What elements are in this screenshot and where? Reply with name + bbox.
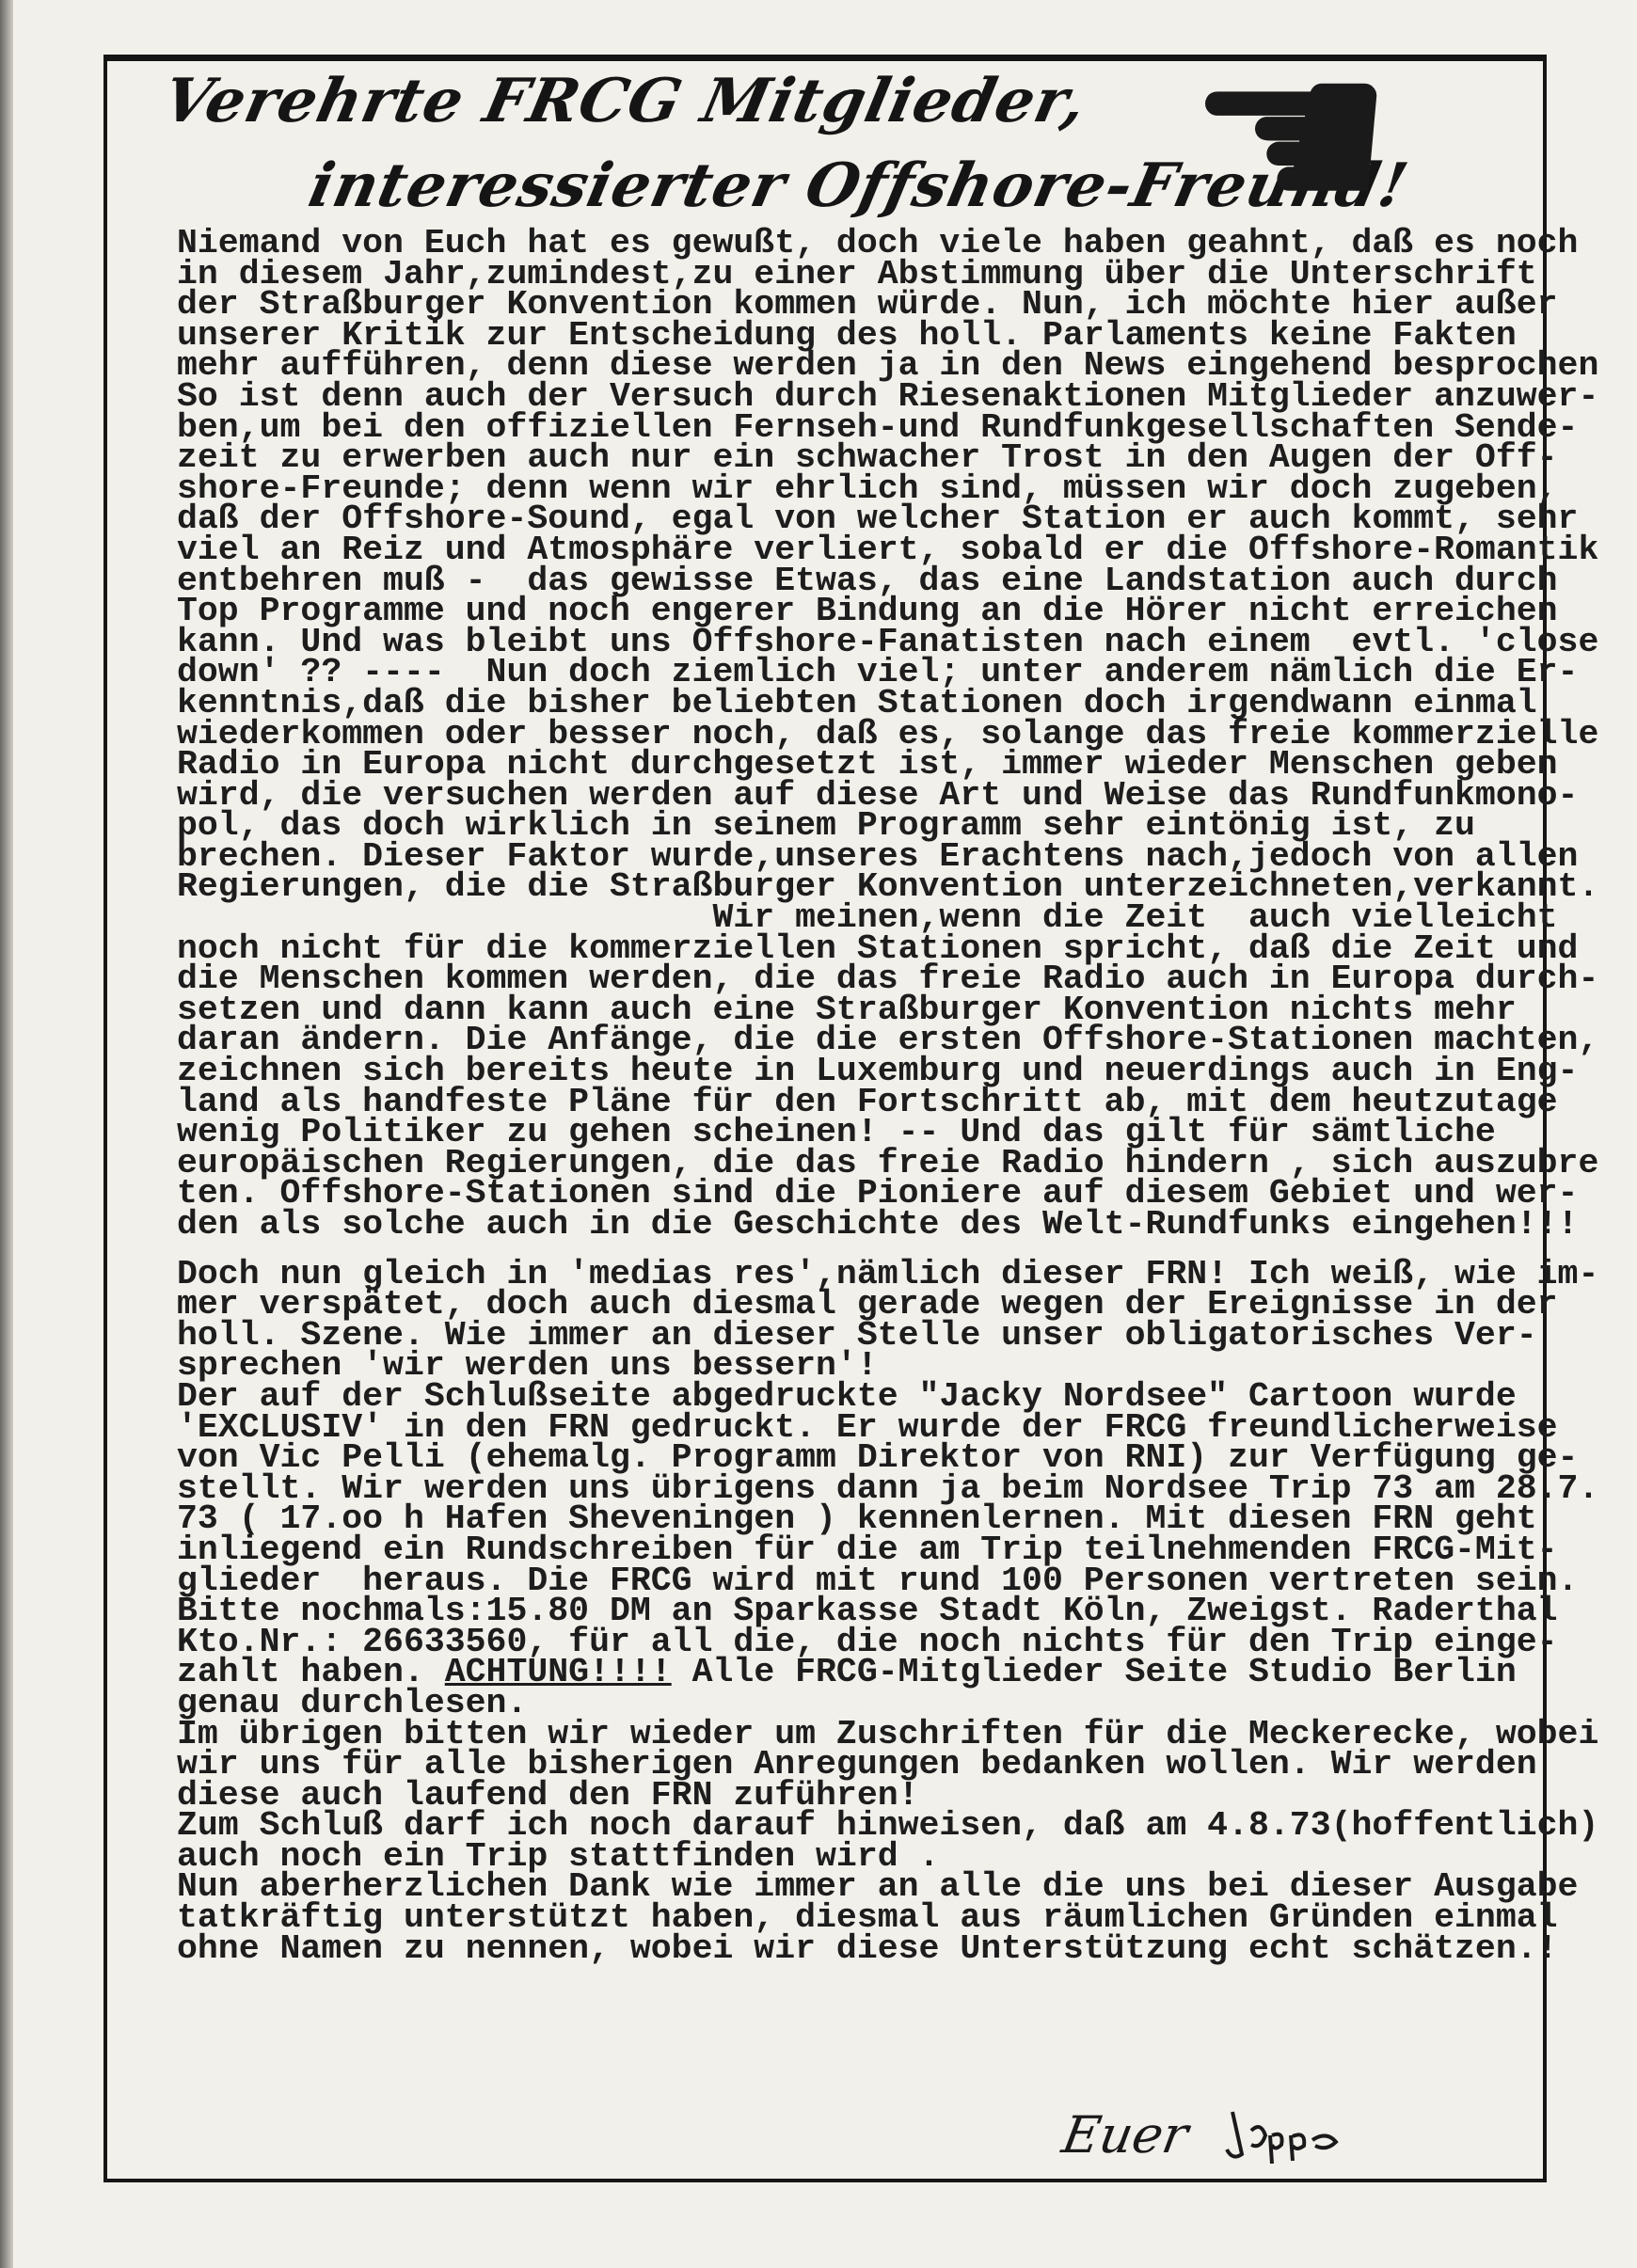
text-line: glieder heraus. Die FRCG wird mit rund 100 Personen vertreten sein. — [177, 1561, 1579, 1600]
text-line: brechen. Dieser Faktor wurde,unseres Erachtens nach,jedoch von allen — [177, 836, 1579, 876]
text-line: zeichnen sich bereits heute in Luxemburg und neuerdings auch in Eng- — [177, 1052, 1579, 1091]
achtung-underlined: ACHTUNG!!!! — [444, 1653, 672, 1692]
text-line: europäischen Regierungen, die das freie Radio hindern , sich auszubre — [177, 1143, 1599, 1182]
text-line: down' ?? ---- Nun doch ziemlich viel; unter anderem nämlich die Er- — [177, 653, 1579, 692]
text-line: inliegend ein Rundschreiben für die am Trip teilnehmenden FRCG-Mit- — [177, 1530, 1558, 1569]
text-line: daran ändern. Die Anfänge, die die ersten Offshore-Stationen machten, — [177, 1021, 1599, 1060]
greeting-line-1: Verehrte FRCG Mitglieder, — [157, 66, 1093, 136]
pointing-hand-icon: ☚ — [1185, 0, 1397, 273]
text-line: sprechen 'wir werden uns bessern'! — [177, 1346, 878, 1386]
text-line: wenig Politiker zu gehen scheinen! -- Und das gilt für sämtliche — [177, 1113, 1496, 1152]
text-line: ten. Offshore-Stationen sind die Pioniere auf diesem Gebiet und wer- — [177, 1174, 1579, 1213]
text-line: kann. Und was bleibt uns Offshore-Fanatisten nach einem evtl. 'close — [177, 622, 1599, 661]
closing-paragraphs — [177, 1683, 1599, 1968]
text-line: Der auf der Schlußseite abgedruckte "Jacky Nordsee" Cartoon wurde — [177, 1376, 1517, 1416]
text-line: der Straßburger Konvention kommen würde. Nun, ich möchte hier außer — [177, 285, 1558, 325]
letter-body — [177, 224, 1599, 1968]
text-line: Nun aberherzlichen Dank wie immer an alle die uns bei dieser Ausgabe — [177, 1867, 1579, 1907]
text-line: Top Programme und noch engerer Bindung an die Hörer nicht erreichen — [177, 592, 1558, 631]
achtung-prefix: zahlt haben. — [177, 1653, 445, 1692]
greeting-line-2: interessierter Offshore-Freund! — [303, 151, 1415, 221]
text-line: die Menschen kommen werden, die das freie Radio auch in Europa durch- — [177, 960, 1599, 999]
text-line: land als handfeste Pläne für den Fortschritt ab, mit dem heutzutage — [177, 1082, 1558, 1121]
text-line: Zum Schluß darf ich noch darauf hinweisen, daß am 4.8.73(hoffentlich) — [177, 1806, 1599, 1846]
text-line: zeit zu erwerben auch nur ein schwacher Trost in den Augen der Off- — [177, 438, 1558, 478]
text-line: den als solche auch in die Geschichte des Welt-Rundfunks eingehen!!! — [177, 1205, 1579, 1244]
text-line: wiederkommen oder besser noch, daß es, solange das freie kommerzielle — [177, 714, 1599, 753]
text-line: in diesem Jahr,zumindest,zu einer Abstimmung über die Unterschrift — [177, 254, 1537, 293]
text-line: genau durchlesen. — [177, 1683, 528, 1722]
text-line: diese auch laufend den FRN zuführen! — [177, 1775, 919, 1815]
text-line: holl. Szene. Wie immer an dieser Stelle unser obligatorisches Ver- — [177, 1315, 1537, 1355]
signature: Euer — [1057, 2105, 1193, 2165]
text-line: entbehren muß - das gewisse Etwas, das eine Landstation auch durch — [177, 561, 1558, 600]
text-line: auch noch ein Trip stattfinden wird . — [177, 1836, 940, 1876]
text-line: So ist denn auch der Versuch durch Riesenaktionen Mitglieder anzuwer- — [177, 376, 1599, 416]
body-paragraphs — [177, 224, 1599, 1661]
text-line: Kto.Nr.: 26633560, für all die, die noch nichts für den Trip einge- — [177, 1622, 1558, 1661]
achtung-suffix: Alle FRCG-Mitglieder Seite Studio Berlin — [671, 1653, 1517, 1692]
text-line: 73 ( 17.oo h Hafen Sheveningen ) kennenlernen. Mit diesen FRN geht — [177, 1499, 1537, 1539]
text-line: 'EXCLUSIV' in den FRN gedruckt. Er wurde der FRCG freundlicherweise — [177, 1407, 1558, 1447]
text-line: Radio in Europa nicht durchgesetzt ist, immer wieder Menschen geben — [177, 745, 1558, 785]
text-line: Doch nun gleich in 'medias res',nämlich dieser FRN! Ich weiß, wie im- — [177, 1254, 1599, 1293]
text-line: wir uns für alle bisherigen Anregungen bedanken wollen. Wir werden — [177, 1745, 1537, 1784]
text-line: unserer Kritik zur Entscheidung des holl. Parlaments keine Fakten — [177, 315, 1517, 355]
text-line: Wir meinen,wenn die Zeit auch vielleicht — [177, 898, 1558, 938]
text-line: pol, das doch wirklich in seinem Programm sehr eintönig ist, zu — [177, 806, 1475, 846]
signature-scribble — [1223, 2102, 1383, 2168]
text-line: Regierungen, die die Straßburger Konvention unterzeichneten,verkannt. — [177, 867, 1599, 907]
text-line: wird, die versuchen werden auf diese Art und Weise das Rundfunkmono- — [177, 775, 1579, 815]
text-line: noch nicht für die kommerziellen Stationen spricht, daß die Zeit und — [177, 928, 1579, 968]
text-line: ohne Namen zu nennen, wobei wir diese Unterstützung echt schätzen.! — [177, 1928, 1558, 1968]
text-line: viel an Reiz und Atmosphäre verliert, sobald er die Offshore-Romantik — [177, 530, 1599, 569]
text-line: tatkräftig unterstützt haben, diesmal aus räumlichen Gründen einmal — [177, 1898, 1558, 1938]
text-line: Niemand von Euch hat es gewußt, doch viele haben geahnt, daß es noch — [177, 224, 1579, 262]
text-line: daß der Offshore-Sound, egal von welcher Station er auch kommt, sehr — [177, 500, 1579, 539]
text-line: stellt. Wir werden uns übrigens dann ja beim Nordsee Trip 73 am 28.7. — [177, 1468, 1599, 1508]
text-line: ben,um bei den offiziellen Fernseh-und Rundfunkgesellschaften Sende- — [177, 407, 1579, 447]
page-edge-shadow — [0, 0, 13, 2268]
text-line: mer verspätet, doch auch diesmal gerade wegen der Ereignisse in der — [177, 1285, 1558, 1324]
text-line: mehr aufführen, denn diese werden ja in den News eingehend besprochen — [177, 346, 1599, 386]
text-line: kenntnis,daß die bisher beliebten Stationen doch irgendwann einmal — [177, 683, 1537, 722]
text-line: von Vic Pelli (ehemalg. Programm Direktor von RNI) zur Verfügung ge- — [177, 1438, 1579, 1478]
text-line: Bitte nochmals:15.80 DM an Sparkasse Stadt Köln, Zweigst. Raderthal — [177, 1592, 1558, 1631]
text-line: Im übrigen bitten wir wieder um Zuschriften für die Meckerecke, wobei — [177, 1714, 1599, 1753]
text-line: shore-Freunde; denn wenn wir ehrlich sind, müssen wir doch zugeben, — [177, 468, 1558, 508]
text-line: setzen und dann kann auch eine Straßburger Konvention nichts mehr — [177, 990, 1517, 1029]
